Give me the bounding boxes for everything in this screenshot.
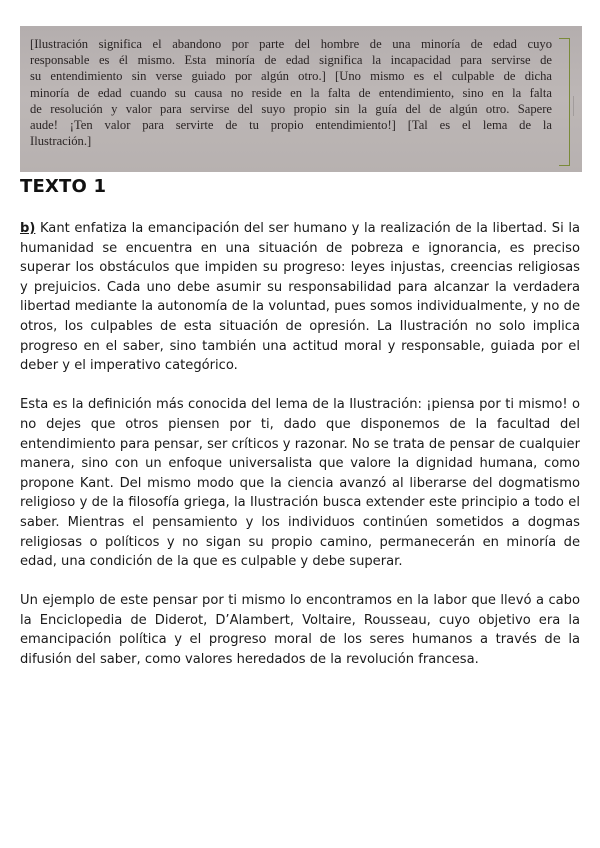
photo-line: de resolución y valor para servirse del suyo propio sin la guía del de algún otro. Sapere bbox=[30, 101, 552, 116]
photo-line: minoría de edad cuando su causa no reside en la falta de entendimiento, sino en la falta bbox=[30, 85, 552, 100]
section-title: TEXTO 1 bbox=[20, 176, 107, 197]
photo-line: aude! ¡Ten valor para servirte de tu propio entendimiento!] [Tal es el lema de la bbox=[30, 118, 552, 133]
pen-mark bbox=[573, 96, 580, 116]
item-marker: b) bbox=[20, 221, 36, 236]
paragraph-1 bbox=[20, 219, 580, 376]
highlight-bracket bbox=[559, 38, 570, 166]
document-body bbox=[20, 219, 580, 689]
paragraph-2: Esta es la definición más conocida del lema de la Ilustración: ¡piensa por ti mismo! o no dejes que otros piensen por ti, dado que disponemos de la facultad del entendimiento para pensar, ser críticos y razonar. No se trata de pensar de cualquier manera, sino con un enfoque universalista que valore la dignidad humana, como propone Kant. Del mismo modo que la ciencia avanzó al liberarse del dogmatismo religioso y de la filosofía griega, la Ilustración busca extender este principio a todo el saber. Mientras el pensamiento y los individuos continúen sometidos a dogmas religiosas o políticos y no sigan su propio camino, permanecerán en minoría de edad, una condición de la que es culpable y debe superar. bbox=[20, 397, 580, 570]
paragraph-1-text: Kant enfatiza la emancipación del ser humano y la realización de la libertad. Si la humanidad se encuentra en una situación de pobreza e ignorancia, es preciso superar los obstáculos que impiden su progreso: leyes injustas, creencias religiosas y prejuicios. Cada uno debe asumir su responsabilidad para alcanzar la verdadera libertad mediante la autonomía de la voluntad, pues somos individualmente, y no de otros, los culpables de esta situación de opresión. La Ilustración no solo implica progreso en el saber, sino también una actitud moral y responsable, guiada por el deber y el imperativo categórico. bbox=[20, 221, 580, 374]
scanned-text-photo bbox=[20, 26, 582, 172]
photo-line: Ilustración.] bbox=[30, 134, 92, 149]
photo-line: su entendimiento sin verse guiado por algún otro.] [Uno mismo es el culpable de dicha bbox=[30, 69, 552, 84]
photo-line: [Ilustración significa el abandono por parte del hombre de una minoría de edad cuyo bbox=[30, 37, 552, 51]
paragraph-3: Un ejemplo de este pensar por ti mismo lo encontramos en la labor que llevó a cabo la Enciclopedia de Diderot, D’Alambert, Voltaire, Rousseau, cuyo objetivo era la emancipación política y el progreso moral de los seres humanos a través de la difusión del saber, como valores heredados de la revolución francesa. bbox=[20, 593, 580, 668]
photo-line: responsable es él mismo. Esta minoría de edad significa la incapacidad para servirse de bbox=[30, 53, 552, 68]
